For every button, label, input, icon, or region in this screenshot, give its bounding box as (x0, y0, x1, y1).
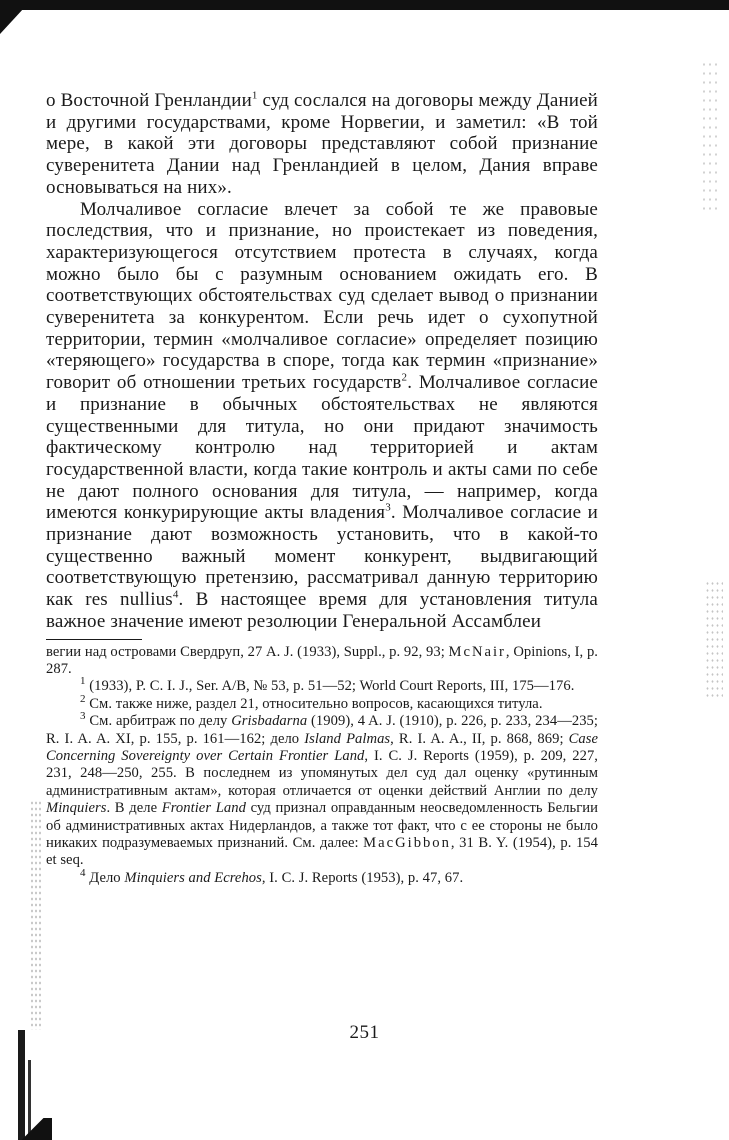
paragraph (46, 90, 598, 199)
case-name: Case Concerning Sovereignty over Certain Frontier Land (46, 730, 599, 765)
footnote-mark: 4 (80, 867, 86, 879)
scan-top-edge (0, 0, 729, 10)
footnotes (46, 644, 598, 888)
text-run: суд признал оправданным неосведомленность Бельгии об административных актах Нидерландов, а также тот факт, что с ее стороны не было никаких подразумеваемых признаний. См. далее: (46, 800, 598, 852)
footnote-mark: 2 (80, 692, 86, 705)
footnote-continuation (46, 644, 598, 679)
footnote-ref: 3 (385, 502, 391, 515)
paragraph (46, 199, 598, 633)
text-run: Молчаливое согласие влечет за собой те же правовые последствия, что и признание, но проистекает из поведения, характеризующегося отсутствием протеста в случаях, когда можно было бы с разумным основанием ожидать его. В соответствующих обстоятельствах суд сделает вывод о признании суверенитета за конкурентом. Если речь идет о сухопутной территории, термин «молчаливое согласие» определяет позицию «теряющего» государства в споре, тогда как термин «признание» говорит об отношении третьих государств (46, 198, 598, 394)
text-run: См. арбитраж по делу (85, 713, 232, 730)
scan-corner-shadow (0, 8, 24, 34)
footnote-separator (46, 639, 142, 640)
footnote-1 (46, 675, 598, 695)
text-run: . В настоящее время для установления титула важное значение имеют резолюции Генеральной Ассамблеи (46, 589, 598, 632)
text-run: (1909), 4 A. J. (1910), p. 226, p. 233, 234—235; R. I. A. A. XI, p. 155, p. 161—162; дело (46, 713, 598, 747)
page-number: 251 (349, 1022, 380, 1043)
footnote-ref: 1 (251, 89, 258, 102)
scan-gutter-shadow (18, 1118, 52, 1140)
text-run: (1933), P. C. I. J., Ser. A/B, № 53, p. 51—52; World Court Reports, III, 175—176. (85, 678, 575, 695)
text-run: , 31 B. Y. (1954), p. 154 et seq. (46, 835, 599, 869)
text-run: См. также ниже, раздел 21, относительно вопросов, касающихся титула. (85, 695, 543, 712)
case-name: Island Palmas (304, 730, 391, 747)
text-run: вегии над островами Свердруп, 27 A. J. (1933), Suppl., p. 92, 93; (46, 643, 449, 660)
text-run: . Молчаливое согласие и признание дают возможность установить, что в какой-то существенно важный момент конкурент, выдвигающий соответствующую претензию, рассматривал данную территорию как res nullius (46, 502, 599, 611)
text-run: . Молчаливое согласие и признание в обычных обстоятельствах не являются существенными для титула, но они придают значимость фактическому контролю над территорией и актам государственной власти, когда такие контроль и акты сами по себе не дают полного основания для титула, — например, когда имеются конкурирующие акты владения (46, 372, 598, 524)
scan-noise (701, 60, 721, 210)
author-name: McNair (448, 643, 506, 660)
footnote-mark: 3 (80, 710, 86, 723)
case-name: Minquiers (46, 800, 107, 817)
page-content (46, 90, 598, 887)
footnote-4 (46, 867, 598, 887)
main-text (46, 90, 598, 633)
footnote-ref: 4 (172, 588, 179, 601)
text-run: . В деле (106, 800, 162, 817)
case-name: Frontier Land (161, 800, 246, 817)
text-run: о Восточной Гренландии (46, 90, 252, 111)
case-name: Minquiers and Ecrehos (124, 869, 262, 886)
footnote-ref: 2 (401, 371, 408, 384)
footnote-2 (46, 692, 598, 713)
text-run: , I. C. J. Reports (1953), p. 47, 67. (261, 869, 464, 886)
author-name: MacGibbon (363, 835, 451, 852)
text-run: суд сослался на договоры между Данией и другими государствами, кроме Норвегии, и заметил: «В той мере, в какой эти договоры представляют собой признание суверенитета Дании над Гренландией в целом, Дания вправе основываться на них». (46, 90, 598, 198)
footnote-3 (46, 710, 599, 870)
footnote-mark: 1 (80, 675, 86, 688)
text-run: , Opinions, I, p. 287. (46, 643, 598, 677)
scan-noise (705, 580, 723, 700)
text-run: , I. C. J. Reports (1959), p. 209, 227, 231, 248—250, 255. В последнем из упомянутых дел суд дал оценку «рутинным административным актам», которая отличается от оценки действий Англии по делу (46, 748, 599, 799)
case-name: Grisbadarna (231, 713, 308, 730)
text-run: , R. I. A. A., II, p. 868, 869; (390, 730, 569, 747)
text-run: Дело (85, 869, 125, 886)
scan-noise (30, 800, 42, 1030)
